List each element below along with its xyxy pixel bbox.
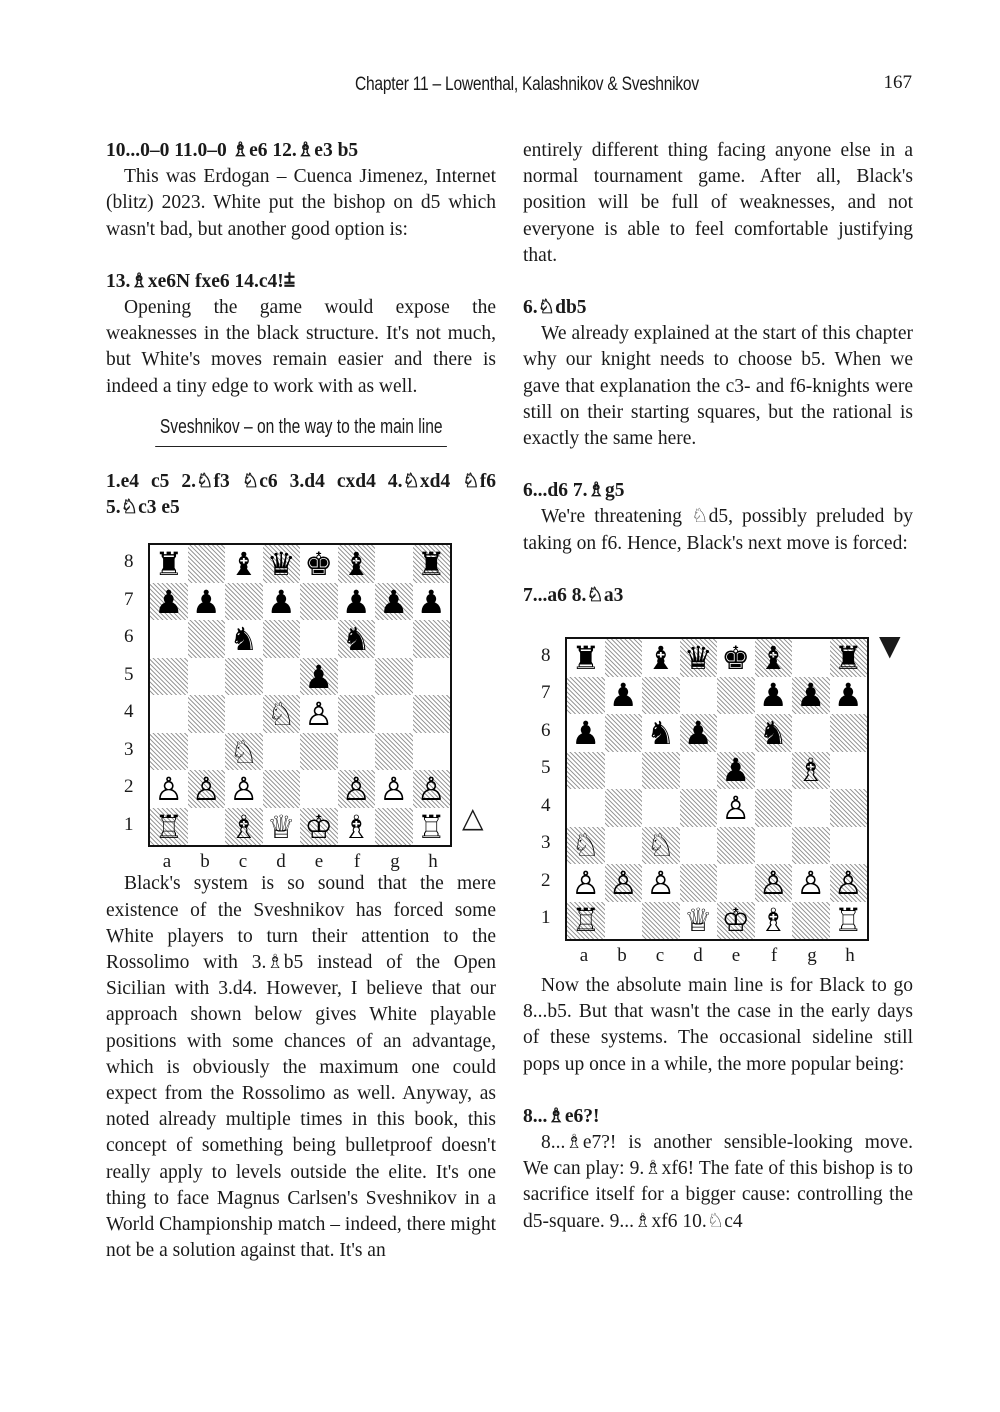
square-c1 [642, 902, 680, 940]
square-h6 [413, 620, 451, 658]
file-label: a [162, 851, 172, 873]
square-b5 [605, 752, 643, 790]
piece-icon: ♙ [608, 863, 638, 902]
piece-icon: ♟ [758, 676, 788, 715]
file-label: c [238, 851, 248, 873]
file-label: g [807, 945, 817, 967]
piece-icon: ♟ [266, 582, 296, 621]
square-e2 [717, 864, 755, 902]
square-b5 [188, 658, 226, 696]
move-line: 6...d6 7.♗g5 [523, 480, 625, 502]
rank-label: 8 [124, 551, 134, 573]
square-g6 [792, 714, 830, 752]
square-a6 [150, 620, 188, 658]
piece-icon: ♟ [416, 582, 446, 621]
paragraph: Black's system is so sound that the mere existence of the Sveshnikov has forced some White players to turn their attention to the Rossolimo with 3.♗b5 instead of the Open Sicilian with 3.d4. However, I believe that our approach shown below gives White playable positions with some chances of an advantage, which is obviously the maximum one could expect from the Rossolimo as well. Anyway, as noted already multiple times in this book, this concept of something being bulletproof doesn't really apply to levels outside the elite. It's one thing to face Magnus Carlsen's Sveshnikov in a World Championship match – indeed, there might not be a solution against that. It's an [106, 873, 496, 1262]
piece-icon: ♖ [416, 807, 446, 846]
piece-icon: ♟ [379, 582, 409, 621]
rank-label: 3 [124, 738, 134, 760]
square-a5 [150, 658, 188, 696]
square-d4 [680, 789, 718, 827]
file-label: h [428, 851, 438, 873]
square-c3 [225, 733, 263, 771]
square-c8 [225, 545, 263, 583]
piece-icon: ♟ [833, 676, 863, 715]
piece-icon: ♔ [304, 807, 334, 846]
rank-label: 7 [541, 682, 551, 704]
file-label: f [353, 851, 361, 873]
piece-icon: ♟ [154, 582, 184, 621]
square-d4 [263, 695, 301, 733]
piece-icon: ♘ [646, 826, 676, 865]
piece-icon: ♙ [416, 770, 446, 809]
square-a8 [150, 545, 188, 583]
move-line: 8...♗e6?! [523, 1105, 600, 1127]
square-b4 [605, 789, 643, 827]
square-c5 [642, 752, 680, 790]
square-f6 [338, 620, 376, 658]
rank-label: 3 [541, 832, 551, 854]
move-line: 6.♘db5 [523, 297, 587, 319]
section-title: Sveshnikov – on the way to the main line [155, 414, 447, 447]
square-g8 [792, 639, 830, 677]
square-f5 [338, 658, 376, 696]
square-f1 [755, 902, 793, 940]
square-d6 [263, 620, 301, 658]
square-e4 [300, 695, 338, 733]
rank-label: 8 [541, 644, 551, 666]
square-a3 [150, 733, 188, 771]
square-h3 [413, 733, 451, 771]
piece-icon: ♝ [229, 545, 259, 584]
piece-icon: ♜ [416, 545, 446, 584]
paragraph: Opening the game would expose the weaknesses in the black structure. It's not much, but White's moves remain easier and there is indeed a tiny edge to work with as well. [106, 297, 496, 397]
file-label: d [276, 851, 286, 873]
square-b6 [188, 620, 226, 658]
rank-label: 1 [541, 907, 551, 929]
paragraph: This was Erdogan – Cuenca Jimenez, Internet (blitz) 2023. White put the bishop on d5 which wasn't bad, but another good option is: [106, 166, 496, 240]
piece-icon: ♝ [758, 638, 788, 677]
square-e3 [717, 827, 755, 865]
black-to-move-icon: ▼ [879, 629, 901, 663]
chess-board [565, 637, 869, 941]
square-f2 [755, 864, 793, 902]
piece-icon: ♞ [341, 620, 371, 659]
square-h7 [413, 583, 451, 621]
square-f3 [338, 733, 376, 771]
file-label: a [579, 945, 589, 967]
file-label: h [845, 945, 855, 967]
square-f3 [755, 827, 793, 865]
square-g1 [375, 808, 413, 846]
square-h6 [830, 714, 868, 752]
right-column [523, 138, 913, 1235]
rank-label: 4 [541, 794, 551, 816]
square-d5 [263, 658, 301, 696]
square-a4 [567, 789, 605, 827]
piece-icon: ♝ [646, 638, 676, 677]
move-line: 13.♗xe6N fxe6 14.c4!⩲ [106, 270, 296, 292]
piece-icon: ♟ [304, 657, 334, 696]
piece-icon: ♜ [833, 638, 863, 677]
square-h5 [830, 752, 868, 790]
piece-icon: ♘ [571, 826, 601, 865]
square-b2 [188, 770, 226, 808]
square-a4 [150, 695, 188, 733]
move-line: 10...0–0 11.0–0 ♗e6 12.♗e3 b5 [106, 140, 359, 161]
square-g6 [375, 620, 413, 658]
file-label: c [655, 945, 665, 967]
piece-icon: ♚ [721, 638, 751, 677]
square-c5 [225, 658, 263, 696]
square-b8 [188, 545, 226, 583]
square-b7 [188, 583, 226, 621]
square-d7 [263, 583, 301, 621]
square-e8 [300, 545, 338, 583]
square-f6 [755, 714, 793, 752]
piece-icon: ♙ [833, 863, 863, 902]
piece-icon: ♙ [304, 695, 334, 734]
square-b1 [188, 808, 226, 846]
piece-icon: ♕ [266, 807, 296, 846]
piece-icon: ♔ [721, 901, 751, 940]
piece-icon: ♟ [721, 751, 751, 790]
square-e1 [717, 902, 755, 940]
rank-label: 2 [124, 776, 134, 798]
piece-icon: ♖ [833, 901, 863, 940]
page-number: 167 [883, 72, 912, 93]
piece-icon: ♘ [266, 695, 296, 734]
square-h8 [413, 545, 451, 583]
square-e8 [717, 639, 755, 677]
paragraph: Now the absolute main line is for Black to go 8...b5. But that wasn't the case in the early days of these systems. The occasional sideline still pops up once in a while, the more popular being: [523, 975, 913, 1075]
square-h8 [830, 639, 868, 677]
square-e4 [717, 789, 755, 827]
square-e1 [300, 808, 338, 846]
square-b3 [188, 733, 226, 771]
square-f5 [755, 752, 793, 790]
piece-icon: ♙ [191, 770, 221, 809]
square-a3 [567, 827, 605, 865]
chess-board [148, 543, 452, 847]
square-g3 [375, 733, 413, 771]
square-e2 [300, 770, 338, 808]
square-c4 [225, 695, 263, 733]
square-h1 [830, 902, 868, 940]
square-f8 [755, 639, 793, 677]
piece-icon: ♙ [758, 863, 788, 902]
piece-icon: ♙ [341, 770, 371, 809]
piece-icon: ♟ [683, 713, 713, 752]
square-e5 [300, 658, 338, 696]
square-f7 [755, 677, 793, 715]
piece-icon: ♖ [154, 807, 184, 846]
piece-icon: ♚ [304, 545, 334, 584]
piece-icon: ♗ [229, 807, 259, 846]
square-h2 [413, 770, 451, 808]
square-g4 [375, 695, 413, 733]
rank-labels [124, 543, 144, 843]
square-d8 [680, 639, 718, 677]
piece-icon: ♙ [154, 770, 184, 809]
square-d2 [263, 770, 301, 808]
square-c2 [642, 864, 680, 902]
piece-icon: ♟ [341, 582, 371, 621]
file-label: f [770, 945, 778, 967]
square-g1 [792, 902, 830, 940]
piece-icon: ♞ [229, 620, 259, 659]
square-c1 [225, 808, 263, 846]
square-f4 [338, 695, 376, 733]
rank-label: 5 [124, 663, 134, 685]
chess-diagram [523, 629, 913, 969]
paragraph: 8...♗e7?! is another sensible-looking move. We can play: 9.♗xf6! The fate of this bishop is to sacrifice itself for a bigger cause: controlling the d5-square. 9...♗xf6 10.♘c4 [523, 1132, 913, 1232]
square-b4 [188, 695, 226, 733]
square-a8 [567, 639, 605, 677]
move-line: 1.e4 c5 2.♘f3 ♘c6 3.d4 cxd4 4.♘xd4 ♘f6 5.♘c3 e5 [106, 471, 496, 519]
square-g2 [375, 770, 413, 808]
rank-label: 6 [124, 626, 134, 648]
piece-icon: ♗ [796, 751, 826, 790]
square-h5 [413, 658, 451, 696]
square-e5 [717, 752, 755, 790]
file-label: e [731, 945, 741, 967]
piece-icon: ♙ [229, 770, 259, 809]
square-f4 [755, 789, 793, 827]
square-c6 [642, 714, 680, 752]
paragraph: entirely different thing facing anyone else in a normal tournament game. After all, Black's position will be full of weaknesses, and not everyone is able to feel comfortable justifying that. [523, 140, 913, 266]
square-e7 [300, 583, 338, 621]
square-c2 [225, 770, 263, 808]
piece-icon: ♙ [796, 863, 826, 902]
piece-icon: ♟ [796, 676, 826, 715]
file-labels [565, 943, 869, 969]
rank-label: 2 [541, 869, 551, 891]
square-c6 [225, 620, 263, 658]
square-c8 [642, 639, 680, 677]
piece-icon: ♟ [191, 582, 221, 621]
piece-icon: ♖ [571, 901, 601, 940]
square-a2 [150, 770, 188, 808]
piece-icon: ♞ [758, 713, 788, 752]
square-h3 [830, 827, 868, 865]
square-g2 [792, 864, 830, 902]
rank-label: 5 [541, 757, 551, 779]
square-g5 [375, 658, 413, 696]
square-a2 [567, 864, 605, 902]
square-a1 [150, 808, 188, 846]
square-g5 [792, 752, 830, 790]
square-g3 [792, 827, 830, 865]
piece-icon: ♙ [379, 770, 409, 809]
square-b8 [605, 639, 643, 677]
rank-label: 1 [124, 813, 134, 835]
white-to-move-icon: △ [462, 801, 484, 835]
piece-icon: ♙ [721, 788, 751, 827]
square-d3 [680, 827, 718, 865]
square-e7 [717, 677, 755, 715]
square-d5 [680, 752, 718, 790]
square-g7 [792, 677, 830, 715]
square-d6 [680, 714, 718, 752]
square-c3 [642, 827, 680, 865]
square-h4 [830, 789, 868, 827]
square-d1 [263, 808, 301, 846]
square-a5 [567, 752, 605, 790]
piece-icon: ♙ [646, 863, 676, 902]
piece-icon: ♗ [758, 901, 788, 940]
square-g8 [375, 545, 413, 583]
square-a7 [567, 677, 605, 715]
square-d8 [263, 545, 301, 583]
square-f2 [338, 770, 376, 808]
rank-label: 7 [124, 588, 134, 610]
file-label: b [200, 851, 210, 873]
piece-icon: ♝ [341, 545, 371, 584]
file-label: b [617, 945, 627, 967]
file-label: g [390, 851, 400, 873]
file-label: e [314, 851, 324, 873]
square-h7 [830, 677, 868, 715]
piece-icon: ♟ [608, 676, 638, 715]
piece-icon: ♜ [571, 638, 601, 677]
square-e3 [300, 733, 338, 771]
rank-label: 4 [124, 701, 134, 723]
square-f8 [338, 545, 376, 583]
square-b7 [605, 677, 643, 715]
square-a7 [150, 583, 188, 621]
square-e6 [717, 714, 755, 752]
square-h2 [830, 864, 868, 902]
square-f1 [338, 808, 376, 846]
square-f7 [338, 583, 376, 621]
paragraph: We already explained at the start of this chapter why our knight needs to choose b5. When we gave that explanation the c3- and f6-knights were still on their starting squares, but the rational is exactly the same here. [523, 323, 913, 450]
square-h1 [413, 808, 451, 846]
file-label: d [693, 945, 703, 967]
piece-icon: ♙ [571, 863, 601, 902]
square-d7 [680, 677, 718, 715]
square-b6 [605, 714, 643, 752]
move-line: 7...a6 8.♘a3 [523, 584, 624, 606]
square-c7 [225, 583, 263, 621]
square-g7 [375, 583, 413, 621]
square-d3 [263, 733, 301, 771]
piece-icon: ♘ [229, 732, 259, 771]
square-b3 [605, 827, 643, 865]
piece-icon: ♕ [683, 901, 713, 940]
piece-icon: ♞ [646, 713, 676, 752]
chapter-title: Chapter 11 – Lowenthal, Kalashnikov & Sveshnikov [355, 74, 699, 95]
square-d2 [680, 864, 718, 902]
piece-icon: ♛ [683, 638, 713, 677]
square-b1 [605, 902, 643, 940]
square-a1 [567, 902, 605, 940]
section-heading [106, 414, 496, 447]
square-d1 [680, 902, 718, 940]
square-b2 [605, 864, 643, 902]
square-c7 [642, 677, 680, 715]
piece-icon: ♟ [571, 713, 601, 752]
file-labels [148, 849, 452, 875]
square-g4 [792, 789, 830, 827]
square-e6 [300, 620, 338, 658]
piece-icon: ♗ [341, 807, 371, 846]
chess-diagram [106, 535, 496, 875]
rank-labels [541, 637, 561, 937]
left-column [106, 138, 496, 1264]
square-c4 [642, 789, 680, 827]
piece-icon: ♛ [266, 545, 296, 584]
square-a6 [567, 714, 605, 752]
square-h4 [413, 695, 451, 733]
paragraph: We're threatening ♘d5, possibly preluded by taking on f6. Hence, Black's next move is forced: [523, 506, 913, 554]
rank-label: 6 [541, 719, 551, 741]
piece-icon: ♜ [154, 545, 184, 584]
